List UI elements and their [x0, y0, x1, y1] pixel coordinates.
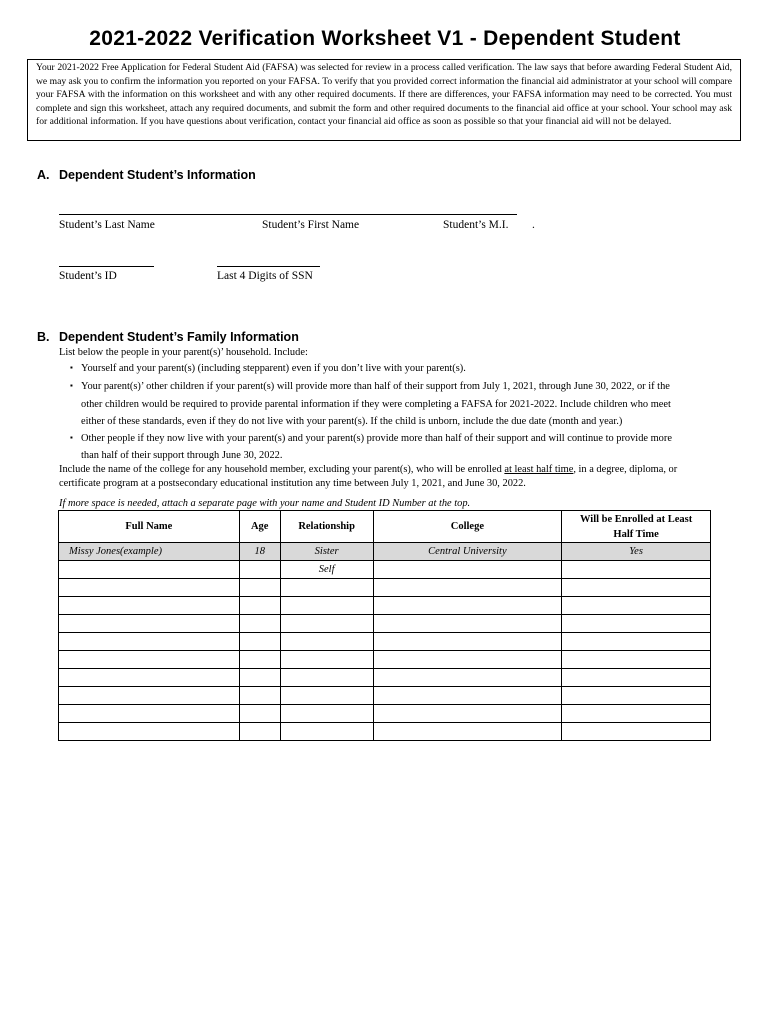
cell-relationship[interactable] [280, 615, 373, 633]
table-row [59, 615, 711, 633]
header-enrolled [562, 511, 711, 543]
cell-enrolled[interactable] [562, 687, 711, 705]
cell-age[interactable] [239, 561, 280, 579]
cell-full-name[interactable] [59, 579, 240, 597]
cell-enrolled[interactable] [562, 597, 711, 615]
example-age: 18 [239, 543, 280, 561]
cell-enrolled[interactable] [562, 633, 711, 651]
cell-enrolled[interactable] [562, 615, 711, 633]
cell-relationship[interactable] [280, 579, 373, 597]
cell-college[interactable] [373, 651, 562, 669]
cell-college[interactable] [373, 669, 562, 687]
section-b-heading [37, 330, 299, 344]
cell-age[interactable] [239, 723, 280, 741]
section-a-heading [37, 168, 256, 182]
cell-relationship[interactable] [280, 723, 373, 741]
cell-enrolled[interactable] [562, 651, 711, 669]
half-time-underlined: at least half time [504, 464, 574, 475]
table-row [59, 579, 711, 597]
cell-full-name[interactable] [59, 669, 240, 687]
cell-full-name[interactable] [59, 633, 240, 651]
header-age: Age [239, 511, 280, 543]
cell-relationship[interactable] [280, 669, 373, 687]
cell-relationship[interactable] [280, 597, 373, 615]
section-a-letter: A. [37, 168, 50, 182]
example-college: Central University [373, 543, 562, 561]
header-college: College [373, 511, 562, 543]
page-title: 2021-2022 Verification Worksheet V1 - Dependent Student [89, 27, 681, 50]
table-row [59, 597, 711, 615]
college-note-line2: certificate program at a postsecondary educational institution any time between July 1, 2021, and June 30, 2022. [59, 478, 526, 489]
bullet-marker: ▪ [70, 381, 73, 390]
bullet-others-line2: than half of their support through June 30, 2022. [81, 450, 283, 461]
section-b-title: Dependent Student’s Family Information [59, 330, 299, 344]
bullet-marker: ▪ [70, 433, 73, 442]
cell-relationship[interactable] [280, 651, 373, 669]
cell-full-name[interactable] [59, 705, 240, 723]
student-id-label: Student’s ID [59, 270, 117, 282]
cell-college[interactable] [373, 687, 562, 705]
table-row [59, 669, 711, 687]
first-name-label: Student’s First Name [262, 219, 360, 231]
mi-dot: . [532, 219, 535, 231]
cell-college[interactable] [373, 561, 562, 579]
cell-relationship[interactable] [280, 633, 373, 651]
mi-label: Student’s M.I. [443, 219, 509, 231]
cell-full-name[interactable] [59, 723, 240, 741]
example-relationship: Sister [280, 543, 373, 561]
cell-age[interactable] [239, 705, 280, 723]
student-id-line[interactable] [59, 266, 154, 267]
table-row-example [59, 543, 711, 561]
list-intro: List below the people in your parent(s)’ household. Include: [59, 347, 308, 358]
cell-relationship[interactable] [280, 687, 373, 705]
cell-college[interactable] [373, 633, 562, 651]
cell-full-name[interactable] [59, 561, 240, 579]
last-name-label: Student’s Last Name [59, 219, 155, 231]
self-relationship: Self [280, 561, 373, 579]
header-relationship: Relationship [280, 511, 373, 543]
cell-full-name[interactable] [59, 687, 240, 705]
student-name-line[interactable] [59, 214, 517, 215]
cell-college[interactable] [373, 615, 562, 633]
bullet-others [70, 433, 672, 444]
bullet-marker: ▪ [70, 363, 73, 372]
cell-age[interactable] [239, 597, 280, 615]
header-full-name: Full Name [59, 511, 240, 543]
table-row-self [59, 561, 711, 579]
cell-college[interactable] [373, 579, 562, 597]
bullet-self [70, 363, 466, 374]
section-a-title: Dependent Student’s Information [59, 168, 256, 182]
college-note-post: , in a degree, diploma, or [573, 464, 678, 475]
example-full-name: Missy Jones(example) [59, 543, 240, 561]
cell-full-name[interactable] [59, 615, 240, 633]
household-table [58, 510, 711, 741]
cell-college[interactable] [373, 723, 562, 741]
college-note-pre: Include the name of the college for any household member, excluding your parent(s), who will be enrolled [59, 464, 505, 475]
section-b-letter: B. [37, 330, 50, 344]
cell-enrolled[interactable] [562, 705, 711, 723]
table-row [59, 723, 711, 741]
cell-age[interactable] [239, 669, 280, 687]
cell-full-name[interactable] [59, 651, 240, 669]
table-row [59, 633, 711, 651]
space-note: If more space is needed, attach a separate page with your name and Student ID Number at the top. [59, 498, 471, 509]
cell-full-name[interactable] [59, 597, 240, 615]
cell-college[interactable] [373, 705, 562, 723]
ssn-line[interactable] [217, 266, 320, 267]
bullet-others-line1: Other people if they now live with your parent(s) and your parent(s) provide more than half of their support and will continue to provide more [81, 433, 672, 444]
bullet-children [70, 381, 670, 392]
bullet-self-text: Yourself and your parent(s) (including stepparent) even if you don’t live with your parent(s). [81, 363, 466, 374]
cell-age[interactable] [239, 615, 280, 633]
cell-relationship[interactable] [280, 705, 373, 723]
cell-enrolled[interactable] [562, 579, 711, 597]
cell-age[interactable] [239, 687, 280, 705]
table-header-row [59, 511, 711, 543]
table-row [59, 687, 711, 705]
college-note-line1 [59, 464, 677, 475]
ssn-label: Last 4 Digits of SSN [217, 270, 313, 282]
intro-paragraph: Your 2021-2022 Free Application for Federal Student Aid (FAFSA) was selected for review in a process called verification. The law says that before awarding Federal Student Aid, we may ask you to confirm the information you reported on your FAFSA. To verify that you provided correct information the financial aid administrator at your school will compare your FAFSA with the information on this worksheet and with any other required documents. If there are differences, your FAFSA information may need to be corrected. You must complete and sign this worksheet, attach any required documents, and submit the form and other required documents to the financial aid office at your school. Your school may ask for additional information. If you have questions about verification, contact your financial aid office as soon as possible so that your financial aid will not be delayed. [27, 59, 741, 141]
bullet-children-line1: Your parent(s)’ other children if your parent(s) will provide more than half of their support from July 1, 2021, through June 30, 2022, or if the [81, 381, 670, 392]
cell-enrolled[interactable] [562, 561, 711, 579]
cell-enrolled[interactable] [562, 669, 711, 687]
header-enrolled-line1: Will be Enrolled at Least [580, 513, 693, 525]
bullet-children-line2: other children would be required to provide parental information if they were completing a FAFSA for 2021-2022. Include children who meet [81, 399, 671, 410]
bullet-children-line3: either of these standards, even if they do not live with your parent(s). If the child is unborn, include the due date (month and year.) [81, 416, 623, 427]
cell-age[interactable] [239, 579, 280, 597]
example-enrolled: Yes [562, 543, 711, 561]
cell-age[interactable] [239, 633, 280, 651]
header-enrolled-line2: Half Time [613, 528, 659, 540]
cell-enrolled[interactable] [562, 723, 711, 741]
cell-college[interactable] [373, 597, 562, 615]
table-row [59, 651, 711, 669]
cell-age[interactable] [239, 651, 280, 669]
table-row [59, 705, 711, 723]
